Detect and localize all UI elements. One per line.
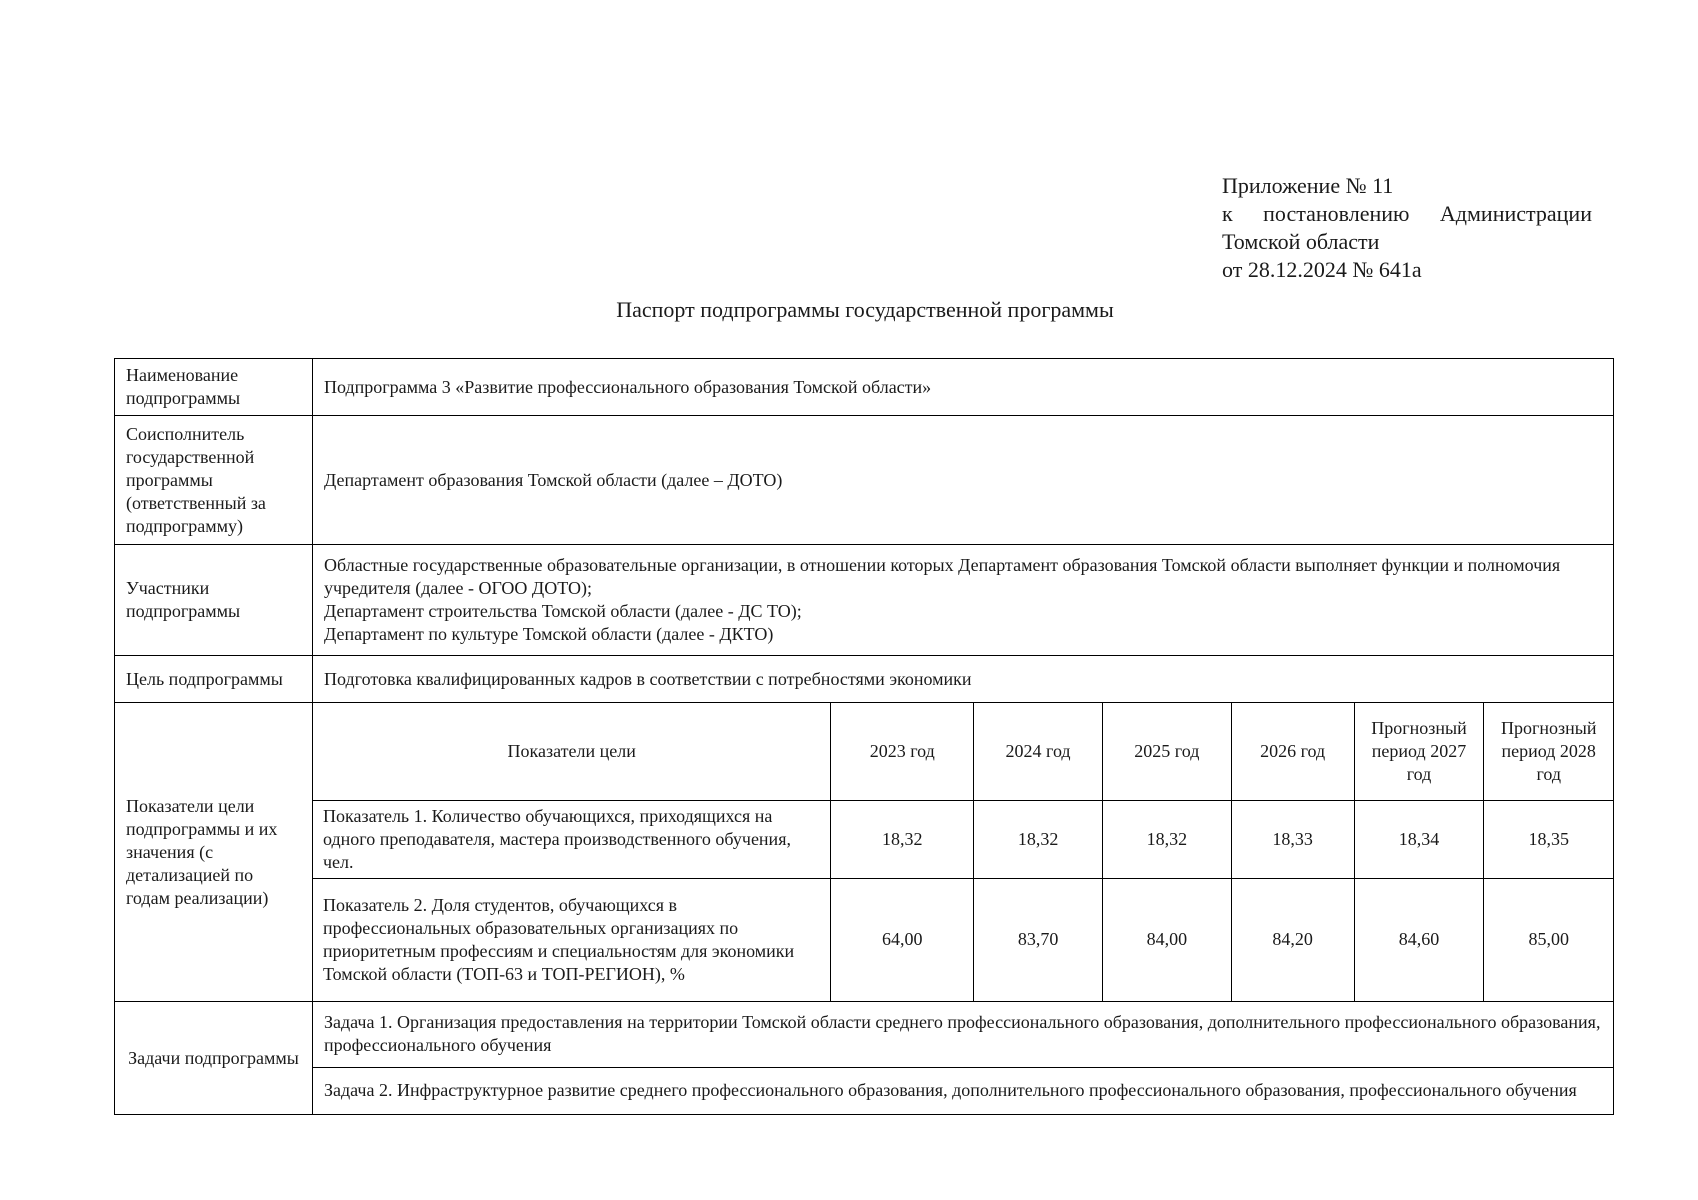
row-label: Цель подпрограммы [115, 656, 313, 703]
indicator-value: 84,00 [1102, 878, 1231, 1001]
indicator-name: Показатель 2. Доля студентов, обучающихся в профессиональных образовательных организациях по приоритетным профессиям и специальностям для экономики Томской области (ТОП-63 и ТОП-РЕГИОН), % [313, 878, 831, 1001]
indicator-value: 18,35 [1484, 800, 1613, 878]
header-year: 2024 год [974, 703, 1103, 800]
indicator-value: 84,20 [1231, 878, 1354, 1001]
participant-line: Департамент строительства Томской области (далее - ДС ТО); [324, 601, 802, 621]
appendix-block [1222, 172, 1592, 284]
header-year: 2023 год [831, 703, 974, 800]
row-tasks [115, 1002, 1614, 1115]
header-year: 2025 год [1102, 703, 1231, 800]
task-text: Задача 1. Организация предоставления на территории Томской области среднего профессионального образования, дополнительного профессионального образования, профессионального обучения [324, 1012, 1601, 1056]
task-row [313, 1067, 1613, 1114]
indicator-value: 18,34 [1354, 800, 1484, 878]
row-value: Департамент образования Томской области (далее – ДОТО) [313, 416, 1614, 545]
indicators-table [313, 703, 1613, 1001]
indicator-value: 85,00 [1484, 878, 1613, 1001]
row-participants [115, 545, 1614, 656]
row-name [115, 359, 1614, 416]
row-indicators [115, 703, 1614, 1002]
appendix-date-number: от 28.12.2024 № 641а [1222, 257, 1422, 282]
indicator-value: 18,32 [831, 800, 974, 878]
indicators-header-row [313, 703, 1613, 800]
row-value [313, 545, 1614, 656]
header-year: 2026 год [1231, 703, 1354, 800]
indicator-value: 64,00 [831, 878, 974, 1001]
participant-line: Департамент по культуре Томской области (далее - ДКТО) [324, 624, 774, 644]
tasks-table [313, 1002, 1613, 1114]
row-label: Показатели цели подпрограммы и их значения (с детализацией по годам реализации) [115, 703, 313, 1002]
appendix-word: к [1222, 201, 1233, 226]
indicator-row [313, 800, 1613, 878]
indicator-value: 84,60 [1354, 878, 1484, 1001]
participant-line: Областные государственные образовательные организации, в отношении которых Департамент образования Томской области выполняет функции и полномочия учредителя (далее - ОГОО ДОТО); [324, 555, 1561, 598]
indicator-value: 83,70 [974, 878, 1103, 1001]
appendix-region: Томской области [1222, 229, 1380, 254]
row-coexecutor [115, 416, 1614, 545]
row-goal [115, 656, 1614, 703]
task-text: Задача 2. Инфраструктурное развитие среднего профессионального образования, дополнительного профессионального образования, профессионального обучения [313, 1067, 1613, 1114]
row-value: Подпрограмма 3 «Развитие профессионального образования Томской области» [313, 359, 1614, 416]
passport-table [114, 358, 1614, 1115]
task-row [313, 1002, 1613, 1067]
indicator-value: 18,32 [974, 800, 1103, 878]
document-title: Паспорт подпрограммы государственной программы [616, 297, 1114, 322]
header-year: Прогнозный период 2028 год [1484, 703, 1613, 800]
appendix-word: постановлению [1263, 201, 1410, 226]
appendix-word: Администрации [1439, 201, 1592, 226]
indicators-cell [313, 703, 1614, 1002]
indicator-row [313, 878, 1613, 1001]
row-value: Подготовка квалифицированных кадров в соответствии с потребностями экономики [313, 656, 1614, 703]
appendix-title: Приложение № 11 [1222, 173, 1394, 198]
indicator-value: 18,33 [1231, 800, 1354, 878]
row-label: Наименование подпрограммы [115, 359, 313, 416]
header-year: Прогнозный период 2027 год [1354, 703, 1484, 800]
row-label: Участники подпрограммы [115, 545, 313, 656]
appendix-resolution-line [1222, 200, 1592, 228]
tasks-cell [313, 1002, 1614, 1115]
indicator-name: Показатель 1. Количество обучающихся, приходящихся на одного преподавателя, мастера производственного обучения, чел. [313, 800, 831, 878]
row-label: Задачи подпрограммы [115, 1002, 313, 1115]
indicator-value: 18,32 [1102, 800, 1231, 878]
header-indicator-name: Показатели цели [313, 703, 831, 800]
row-label: Соисполнитель государственной программы (ответственный за подпрограмму) [115, 416, 313, 545]
